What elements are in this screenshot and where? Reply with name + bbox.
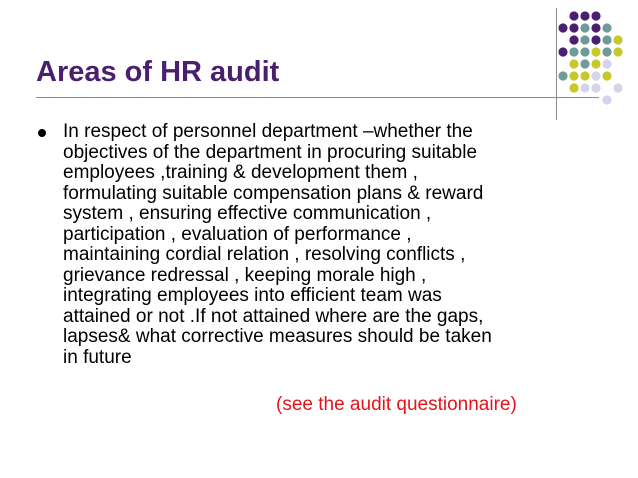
dot-lavender [580, 83, 589, 92]
dot-olive [569, 59, 578, 68]
dot-lavender [591, 83, 600, 92]
dot-purple [558, 47, 567, 56]
title-underline [36, 97, 599, 98]
bullet-item [36, 122, 606, 368]
dot-teal [558, 71, 567, 80]
dot-purple [591, 35, 600, 44]
dot-lavender [602, 95, 611, 104]
dot-purple [569, 23, 578, 32]
slide-title: Areas of HR audit [36, 56, 280, 88]
bullet-line: maintaining cordial relation , resolving conflicts , [63, 244, 466, 265]
dot-olive [569, 71, 578, 80]
dot-lavender [602, 59, 611, 68]
dot-olive [613, 35, 622, 44]
bullet-line: integrating employees into efficient team was [63, 285, 442, 306]
dot-teal [569, 47, 578, 56]
dot-purple [580, 11, 589, 20]
dot-purple [569, 35, 578, 44]
bullet-line: attained or not .If not attained where are the gaps, [63, 305, 484, 327]
bullet-line: lapses& what corrective measures should be taken [63, 326, 492, 347]
dot-olive [591, 47, 600, 56]
bullet-line: employees ,training & development them , [63, 162, 418, 183]
dot-teal [602, 23, 611, 32]
dot-purple [591, 23, 600, 32]
bullet-line: grievance redressal , keeping morale high , [63, 264, 427, 286]
dot-olive [569, 83, 578, 92]
dot-purple [569, 11, 578, 20]
bullet-line: in future [63, 346, 132, 368]
dot-teal [580, 59, 589, 68]
bullet-dot-icon [38, 129, 46, 137]
dot-olive [613, 47, 622, 56]
dot-teal [580, 47, 589, 56]
dot-lavender [591, 71, 600, 80]
dot-teal [602, 35, 611, 44]
dot-olive [602, 71, 611, 80]
vertical-divider [556, 8, 557, 120]
dot-purple [591, 11, 600, 20]
bullet-line: In respect of personnel department –whether the [63, 121, 473, 142]
bullet-line: objectives of the department in procuring suitable [63, 141, 478, 163]
dot-lavender [613, 83, 622, 92]
dot-olive [591, 59, 600, 68]
bullet-line: participation , evaluation of performance , [63, 223, 412, 245]
slide-body [36, 122, 606, 368]
dot-purple [558, 23, 567, 32]
bullet-text [63, 122, 606, 368]
dot-teal [580, 35, 589, 44]
questionnaire-note: (see the audit questionnaire) [276, 394, 517, 415]
bullet-line: system , ensuring effective communication , [63, 203, 432, 224]
bullet-line: formulating suitable compensation plans & reward [63, 182, 484, 204]
dot-teal [580, 23, 589, 32]
dot-teal [602, 47, 611, 56]
dot-olive [580, 71, 589, 80]
